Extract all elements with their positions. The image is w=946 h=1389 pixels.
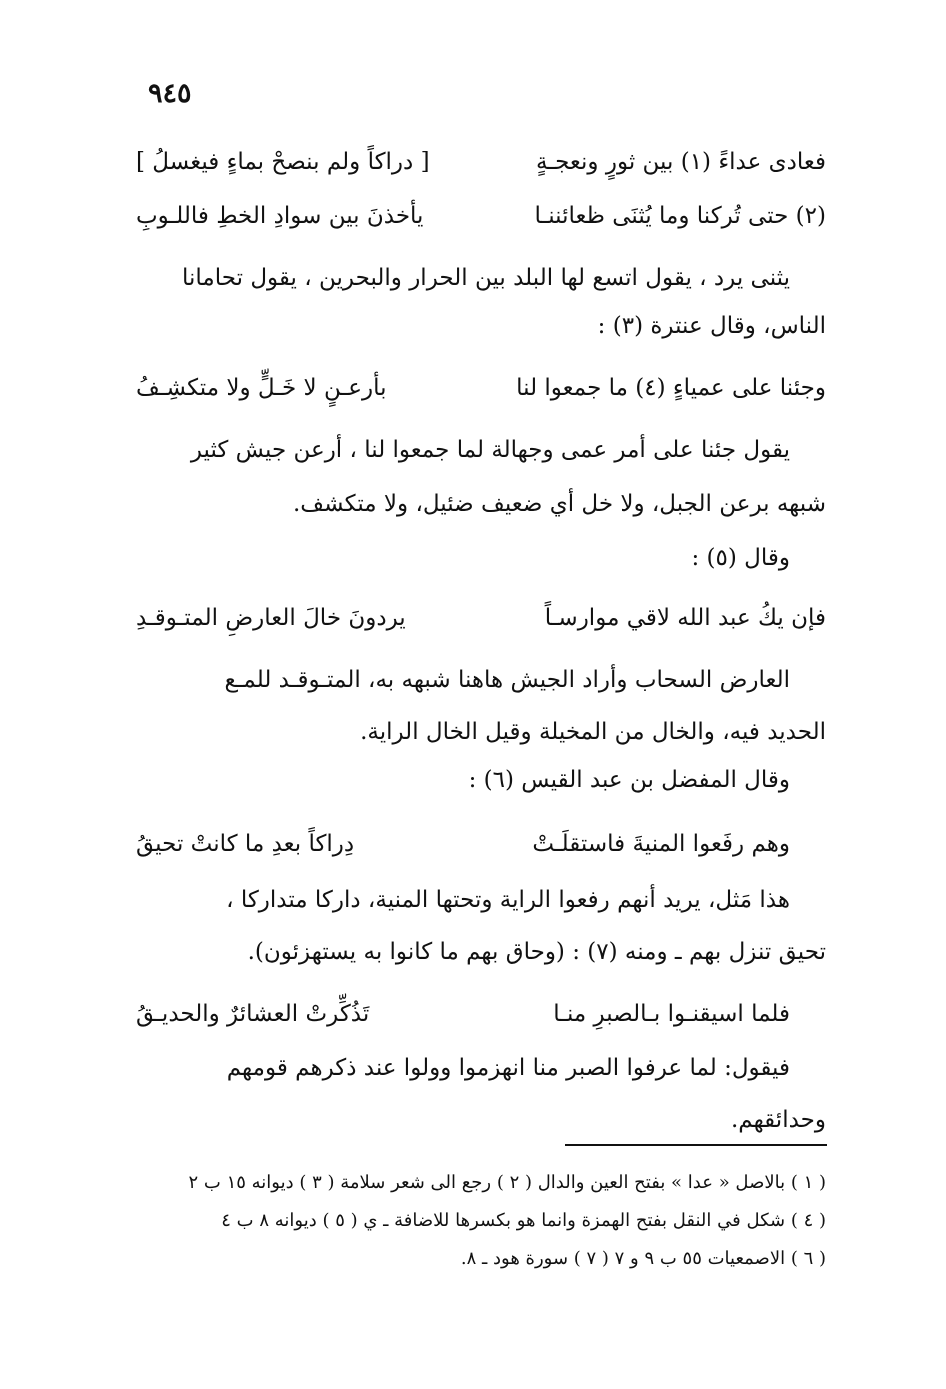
commentary-line: وقال المفضل بن عبد القيس (٦) :	[468, 767, 790, 793]
verse-hemistich-first: وجئنا على عمياءٍ (٤) ما جمعوا لنا	[516, 375, 826, 401]
verse-line-3	[136, 368, 826, 408]
verse-hemistich-second: تَذُكِّرتْ العشائرٌ والحديـقُ	[136, 1001, 370, 1027]
footnote-line: ( ٦ ) الاصمعيات ٥٥ ب ٩ و ٧ ( ٧ ) سورة هود ـ ٨.	[460, 1248, 826, 1269]
verse-hemistich-first: (٢) حتى تُركنا وما يُثنَى ظعائننـا	[534, 203, 826, 229]
verse-hemistich-first: فإن يكُ عبد الله لاقي موارسـاً	[544, 605, 826, 631]
verse-hemistich-first: فلما اسيقنـوا بـالصبرِ منـا	[553, 1001, 790, 1027]
commentary-line: يثنى يرد ، يقول اتسع لها البلد بين الحرار والبحرين ، يقول تحامانا	[182, 265, 790, 291]
commentary-line: العارض السحاب وأراد الجيش هاهنا شبهه به، المتـوقـد للمـع	[224, 667, 790, 693]
commentary-line: شبهه برعن الجبل، ولا خل أي ضعيف ضئيل، ولا متكشف.	[293, 491, 826, 517]
verse-hemistich-second: [ دراكاً ولم بنصحْ بماءٍ فيغسلُ ]	[136, 149, 430, 175]
footnote-divider	[565, 1144, 827, 1146]
verse-line-4	[136, 598, 826, 638]
commentary-line: وقال (٥) :	[691, 545, 790, 571]
verse-hemistich-second: يردونَ خالَ العارضِ المتـوقـدِ	[136, 605, 406, 631]
verse-line-1	[136, 142, 826, 182]
footnote-line: ( ١ ) بالاصل « عدا » بفتح العين والدال ( ٢ ) رجع الى شعر سلامة ( ٣ ) ديوانه ١٥ ب ٢	[188, 1172, 826, 1193]
verse-hemistich-second: يأخذنَ بين سوادِ الخطِ فاللـوبِ	[136, 203, 424, 229]
commentary-line: فيقول: لما عرفوا الصبر منا انهزموا وولوا عند ذكرهم قومهم	[226, 1055, 790, 1081]
verse-line-6	[136, 994, 826, 1034]
verse-hemistich-first: وهم رفَعوا المنيةَ فاستقلَـتْ	[532, 831, 790, 857]
commentary-line: الحديد فيه، والخال من المخيلة وقيل الخال الراية.	[360, 719, 826, 745]
commentary-line: تحيق تنزل بهم ـ ومنه (٧) : (وحاق بهم ما كانوا به يستهزئون).	[247, 939, 826, 965]
commentary-line: الناس، وقال عنترة (٣) :	[597, 313, 826, 339]
commentary-line: وحدائقهم.	[730, 1107, 826, 1133]
verse-hemistich-second: بأرعـنٍ لا خَـلٍّ ولا متكشِـفُ	[136, 375, 387, 401]
verse-line-2	[136, 196, 826, 236]
page-number: ٩٤٥	[148, 78, 192, 109]
verse-line-5	[136, 824, 826, 864]
verse-hemistich-second: دِراكاً بعدِ ما كانتْ تحيقُ	[136, 831, 355, 857]
footnote-line: ( ٤ ) شكل في النقل بفتح الهمزة وانما هو بكسرها للاضافة ـ ي ( ٥ ) ديوانه ٨ ب ٤	[221, 1210, 826, 1231]
commentary-line: يقول جئنا على أمر عمى وجهالة لما جمعوا لنا ، أرعن جيش كثير	[190, 437, 790, 463]
verse-hemistich-first: فعادى عداءً (١) بين ثورٍ ونعجـةٍ	[536, 149, 826, 175]
commentary-line: هذا مَثل، يريد أنهم رفعوا الراية وتحتها المنية، داركا متداركا ،	[226, 887, 790, 913]
